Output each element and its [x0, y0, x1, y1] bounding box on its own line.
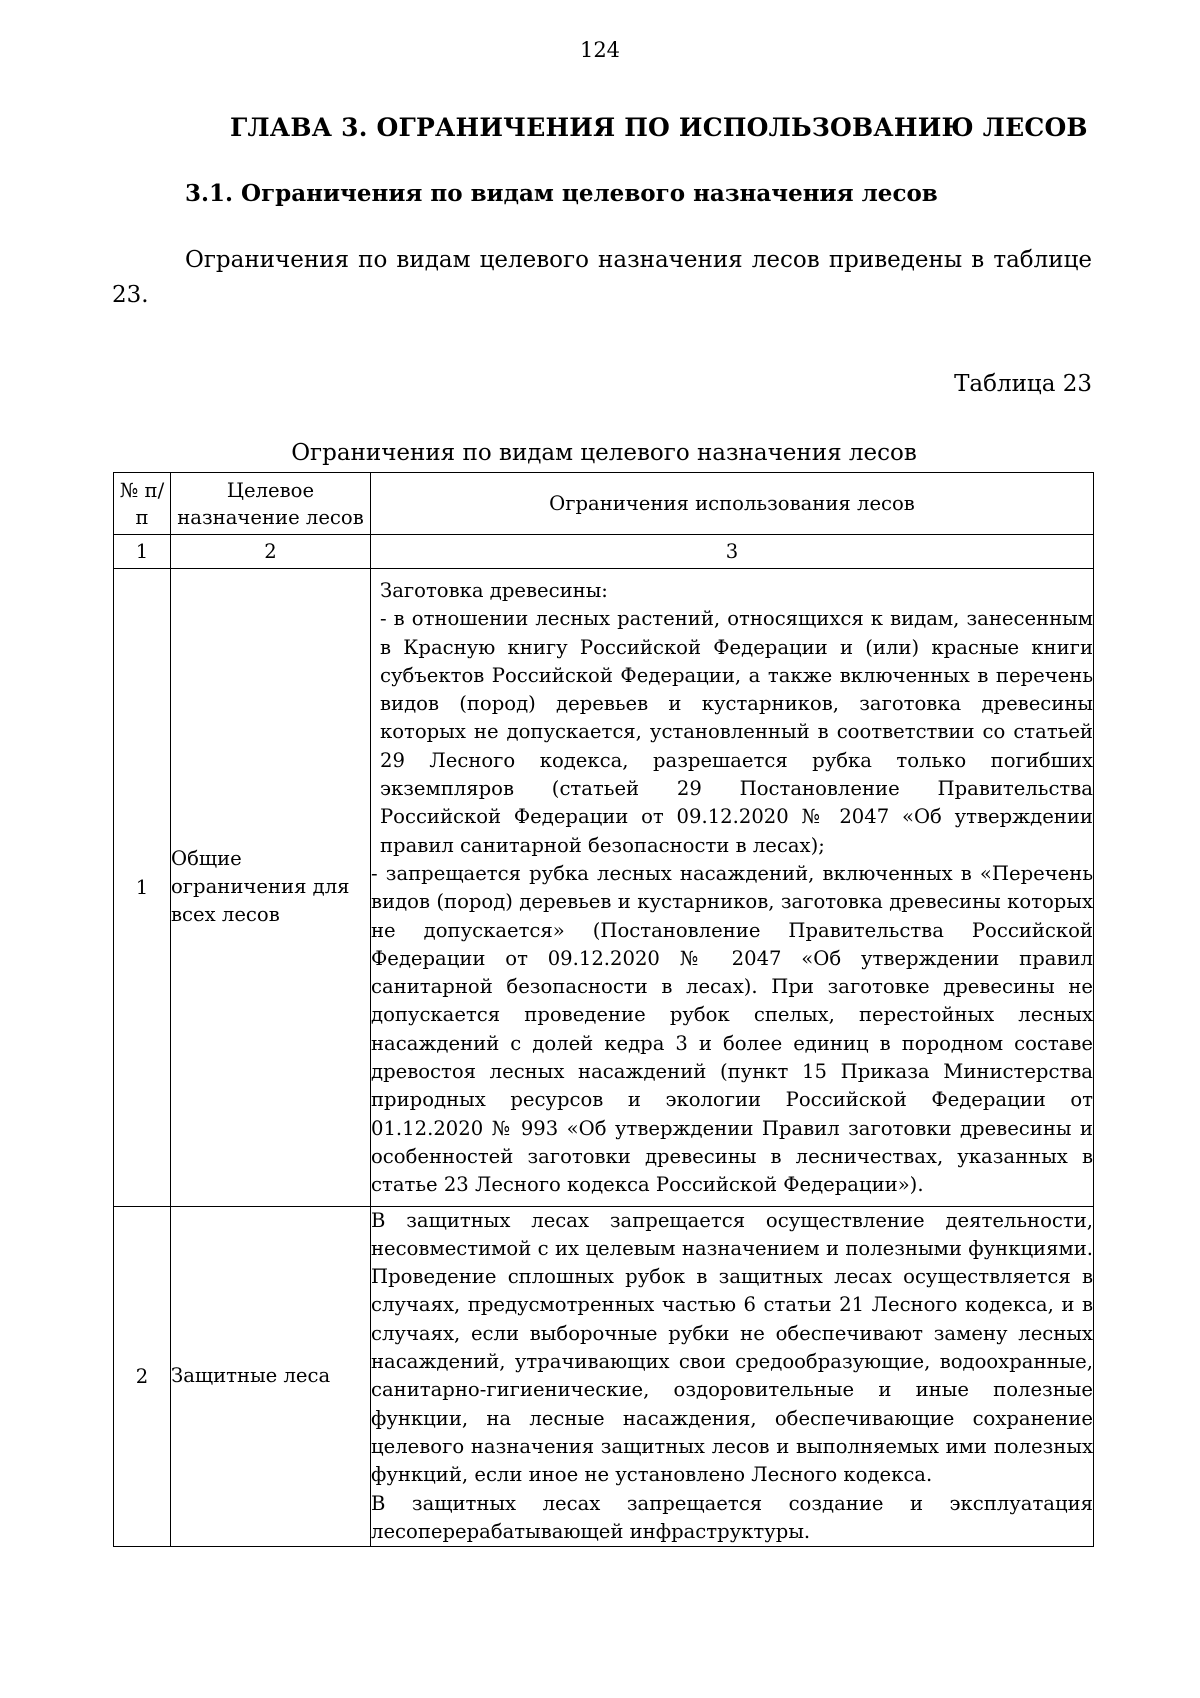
restriction-paragraph: В защитных лесах запрещается создание и эксплуатация лесоперерабатывающей инфраструктуры. — [371, 1491, 1093, 1543]
column-number-row — [114, 535, 1094, 569]
restriction-intro: Заготовка древесины: — [380, 579, 608, 602]
column-number: 3 — [371, 535, 1094, 569]
table-header-row — [114, 473, 1094, 535]
column-number: 2 — [171, 535, 371, 569]
row-purpose: Защитные леса — [171, 1206, 371, 1547]
table-row — [114, 1206, 1094, 1547]
row-number: 1 — [114, 569, 171, 1207]
table-caption: Ограничения по видам целевого назначения лесов — [291, 440, 917, 466]
table-row — [114, 569, 1094, 1207]
table-label: Таблица 23 — [954, 371, 1092, 397]
row-number: 2 — [114, 1206, 171, 1547]
restriction-paragraph: В защитных лесах запрещается осуществление деятельности, несовместимой с их целевым назначением и полезными функциями. Проведение сплошных рубок в защитных лесах осуществляется в случаях, предусмотренных частью 6 статьи 21 Лесного кодекса, и в случаях, если выборочные рубки не обеспечивают замену лесных насаждений, утрачивающих свои средообразующие, водоохранные, санитарно-гигиенические, оздоровительные и иные полезные функции, на лесные насаждения, обеспечивающие сохранение целевого назначения защитных лесов и выполняемых ими полезных функций, если иное не установлено Лесного кодекса. — [371, 1208, 1093, 1487]
page-number: 124 — [579, 38, 621, 62]
column-number: 1 — [114, 535, 171, 569]
restrictions-table — [113, 472, 1094, 1547]
restriction-paragraph: - запрещается рубка лесных насаждений, включенных в «Перечень видов (пород) деревьев и кустарников, заготовка древесины которых не допускается» (Постановление Правительства Российской Федерации от 09.12.2020 № 2047 «Об утверждении правил санитарной безопасности в лесах). При заготовке древесины не допускается проведение рубок спелых, перестойных лесных насаждений с долей кедра 3 и более единиц в породном составе древостоя лесных насаждений (пункт 15 Приказа Министерства природных ресурсов и экологии Российской Федерации от 01.12.2020 № 993 «Об утверждении Правил заготовки древесины и особенностей заготовки древесины в лесничествах, указанных в статье 23 Лесного кодекса Российской Федерации»). — [371, 861, 1093, 1197]
row-restrictions — [371, 569, 1094, 1207]
restriction-paragraph: - в отношении лесных растений, относящихся к видам, занесенным в Красную книгу Российской Федерации и (или) красные книги субъектов Российской Федерации, а также включенных в перечень видов (пород) деревьев и кустарников, заготовка древесины которых не допускается, установленный в соответствии со статьей 29 Лесного кодекса, разрешается рубка только погибших экземпляров (статьей 29 Постановление Правительства Российской Федерации от 09.12.2020 № 2047 «Об утверждении правил санитарной безопасности в лесах); — [380, 607, 1093, 857]
section-title: 3.1. Ограничения по видам целевого назначения лесов — [185, 180, 938, 207]
chapter-title: ГЛАВА 3. ОГРАНИЧЕНИЯ ПО ИСПОЛЬЗОВАНИЮ ЛЕСОВ — [230, 113, 1088, 142]
intro-paragraph: Ограничения по видам целевого назначения лесов приведены в таблице 23. — [112, 247, 1092, 308]
row-restrictions — [371, 1206, 1094, 1547]
header-no: № п/п — [114, 473, 171, 535]
row-purpose: Общие ограничения для всех лесов — [171, 569, 371, 1207]
header-restrictions: Ограничения использования лесов — [371, 473, 1094, 535]
header-purpose: Целевое назначение лесов — [171, 473, 371, 535]
